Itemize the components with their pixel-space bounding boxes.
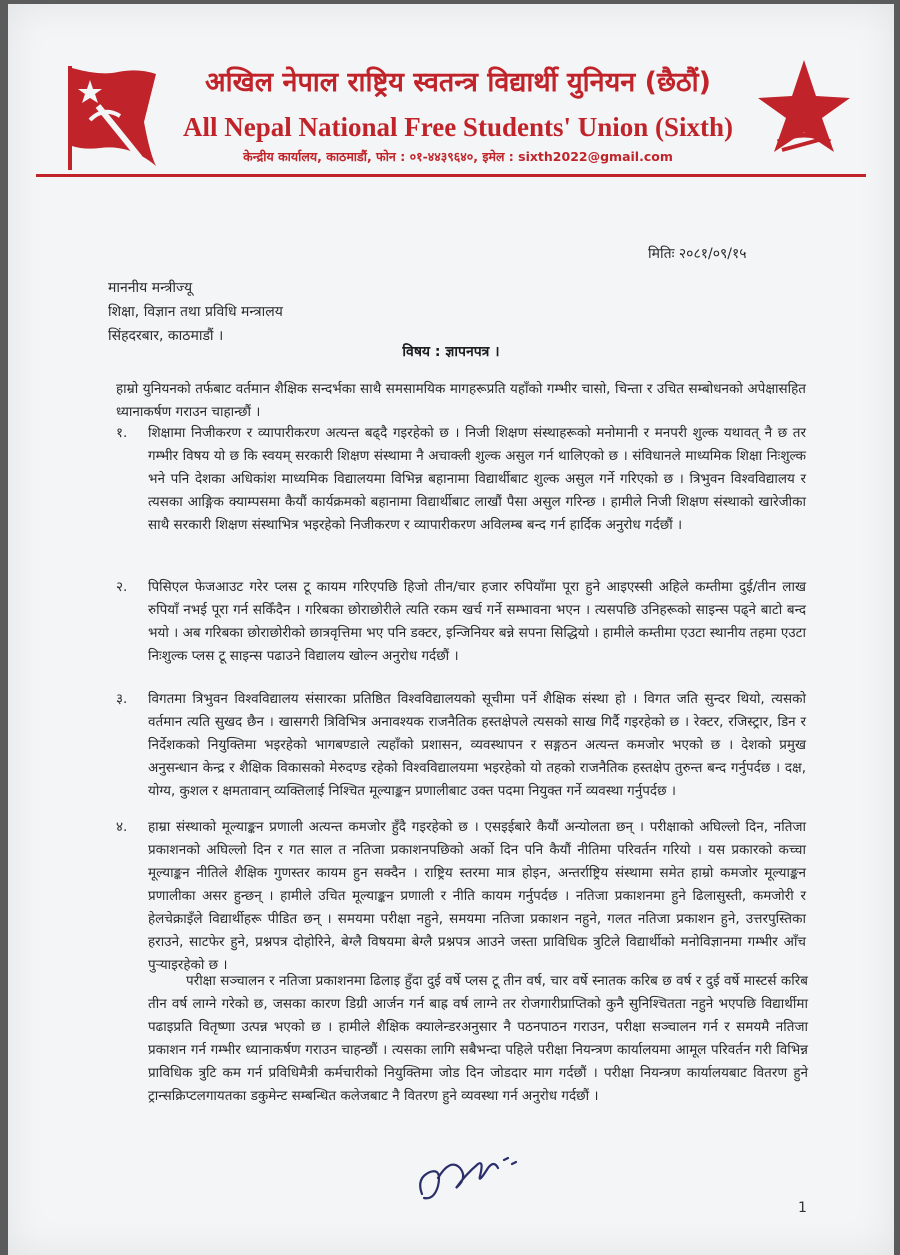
- star-logo-icon: [756, 58, 852, 158]
- closing-paragraph: परीक्षा सञ्चालन र नतिजा प्रकाशनमा ढिलाइ हुँदा दुई वर्षे प्लस टू तीन वर्ष, चार वर्षे स्नातक करिब छ वर्ष र दुई वर्षे मास्टर्स करिब तीन वर्ष लाग्ने गरेको छ, जसका कारण डिग्री आर्जन गर्न बाह्र वर्ष लाग्ने तर रोजगारीप्राप्तिको कुनै सुनिश्चितता नहुने भएपछि विद्यार्थीमा पढाइप्रति वितृष्णा उत्पन्न भएको छ । हामीले शैक्षिक क्यालेन्डरअनुसार नै पठनपाठन गराउन, परीक्षा सञ्चालन गर्न र समयमै नतिजा प्रकाशन गर्न गम्भीर ध्यानाकर्षण गराउन चाहन्छौं । त्यसका लागि सबैभन्दा पहिले परीक्षा नियन्त्रण कार्यालयमा आमूल परिवर्तन गरी विभिन्न प्राविधिक त्रुटि कम गर्न प्रविधिमैत्री कर्मचारीको नियुक्तिमा जोड दिन जोडदार माग गर्दछौं । परीक्षा नियन्त्रण कार्यालयबाट वितरण हुने ट्रान्सक्रिप्टलगायतका डकुमेन्ट सम्बन्धित कलेजबाट नै वितरण हुने व्यवस्था गर्न अनुरोध गर्दछौं ।: [148, 973, 808, 1104]
- point-2: [116, 576, 806, 668]
- point-number: ४.: [116, 819, 128, 835]
- point-text: हाम्रा संस्थाको मूल्याङ्कन प्रणाली अत्यन्त कमजोर हुँदै गइरहेको छ । एसइईबारे कैयौं अन्योलता छन् । परीक्षाको अघिल्लो दिन, नतिजा प्रकाशनको अघिल्लो दिन र गत साल त नतिजा प्रकाशनपछिको अर्को दिन पनि कैयौं नीतिमा परिवर्तन गरियो । यस प्रकारको कच्चा मूल्याङ्कन नीतिले शैक्षिक गुणस्तर कायम हुन सक्दैन । राष्ट्रिय स्तरमा मात्र होइन, अन्तर्राष्ट्रिय संस्थामा समेत हाम्रो कमजोर मूल्याङ्कन प्रणालीका असर हुन्छन् । हामीले उचित मूल्याङ्कन प्रणाली र नीति कायम गर्नुपर्दछ । नतिजा प्रकाशनमा हुने ढिलासुस्ती, कमजोरी र हेलचेक्राइँले विद्यार्थीहरू पीडित छन् । समयमा परीक्षा नहुने, समयमा नतिजा प्रकाशन नहुने, गलत नतिजा प्रकाशन हुने, उत्तरपुस्तिका हराउने, साटफेर हुने, प्रश्नपत्र दोहोरिने, बेग्लै विषयमा बेग्लै प्रश्नपत्र आउने जस्ता प्राविधिक त्रुटिले विद्यार्थीको मनोविज्ञानमा गम्भीर आँच पुऱ्याइरहेको छ ।: [148, 819, 806, 973]
- point-4: [116, 816, 806, 977]
- letterhead: [8, 4, 894, 184]
- point-text: विगतमा त्रिभुवन विश्वविद्यालय संसारका प्रतिष्ठित विश्वविद्यालयको सूचीमा पर्ने शैक्षिक संस्था हो । विगत जति सुन्दर थियो, त्यसको वर्तमान त्यति सुखद छैन । खासगरी त्रिविभित्र अनावश्यक राजनैतिक हस्तक्षेपले त्यसको साख गिर्दै गइरहेको छ । रेक्टर, रजिस्ट्रार, डिन र निर्देशकको नियुक्तिमा भइरहेको भागबण्डाले त्यहाँको प्रशासन, व्यवस्थापन र सङ्गठन अत्यन्त कमजोर भएको छ । देशको प्रमुख अनुसन्धान केन्द्र र शैक्षिक विकासको मेरुदण्ड रहेको विश्वविद्यालयमा भइरहेको यो तहको राजनैतिक हस्तक्षेप तुरुन्त बन्द गर्नुपर्दछ । दक्ष, योग्य, कुशल र क्षमतावान् व्यक्तिलाई निश्चित मूल्याङ्कन प्रणालीबाट उक्त पदमा नियुक्त गर्ने व्यवस्था गर्नुपर्दछ ।: [148, 691, 806, 799]
- letter-subject: विषय : ज्ञापनपत्र ।: [402, 344, 500, 360]
- page-number: 1: [798, 1200, 807, 1216]
- recipient-line-3: सिंहदरबार, काठमाडौं ।: [108, 328, 224, 344]
- intro-paragraph: हाम्रो युनियनको तर्फबाट वर्तमान शैक्षिक सन्दर्भका साथै समसामयिक मागहरूप्रति यहाँको गम्भीर चासो, चिन्ता र उचित सम्बोधनको अपेक्षासहित ध्यानाकर्षण गराउन चाहान्छौं ।: [116, 381, 806, 420]
- recipient-line-1: माननीय मन्त्रीज्यू: [108, 280, 193, 296]
- recipient-line-2: शिक्षा, विज्ञान तथा प्रविधि मन्त्रालय: [108, 304, 283, 320]
- signature-icon: [408, 1138, 548, 1208]
- header-divider: [36, 174, 866, 177]
- point-number: ३.: [116, 691, 128, 707]
- point-3: [116, 688, 806, 803]
- letter-page: [8, 4, 894, 1255]
- point-text: पिसिएल फेजआउट गरेर प्लस टू कायम गरिएपछि हिजो तीन/चार हजार रुपियाँमा पूरा हुने आइएस्सी अहिले कम्तीमा दुई/तीन लाख रुपियाँ नभई पूरा गर्न सकिँदैन । गरिबका छोराछोरीले त्यति रकम खर्च गर्ने सम्भावना भएन । त्यसपछि उनिहरूको साइन्स पढ्ने बाटो बन्द भयो । अब गरिबका छोराछोरीको छात्रवृत्तिमा भए पनि डक्टर, इन्जिनियर बन्ने सपना सिद्धियो । हामीले कम्तीमा एउटा स्थानीय तहमा एउटा निःशुल्क प्लस टू साइन्स पढाउने विद्यालय खोल्न अनुरोध गर्दछौं ।: [148, 579, 806, 664]
- point-number: २.: [116, 579, 128, 595]
- recipient-address: [108, 276, 283, 348]
- point-1: [116, 422, 806, 537]
- point-text: शिक्षामा निजीकरण र व्यापारीकरण अत्यन्त बढ्दै गइरहेको छ । निजी शिक्षण संस्थाहरूको मनोमानी र मनपरी शुल्क यथावत् नै छ तर गम्भीर विषय यो छ कि स्वयम् सरकारी शिक्षण संस्थामा नै अचाक्ली शुल्क असुल गर्न थालिएको छ । संविधानले माध्यमिक शिक्षा निःशुल्क भने पनि देशका अधिकांश माध्यमिक विद्यालयमा विभिन्न बहानामा विद्यार्थीबाट शुल्क असुल गर्ने गरिएको छ । त्रिभुवन विश्वविद्यालय र त्यसका आङ्गिक क्याम्पसमा कैयौं कार्यक्रमको बहानामा विद्यार्थीबाट लाखौं पैसा असुल गरिन्छ । हामीले निजी शिक्षण संस्थाको खारेजीका साथै सरकारी शिक्षण संस्थाभित्र भइरहेको निजीकरण र व्यापारीकरण अविलम्ब बन्द गर्न हार्दिक अनुरोध गर्दछौं ।: [148, 425, 806, 533]
- contact-line: केन्द्रीय कार्यालय, काठमाडौं, फोन : ०१-४४३९६४०, इमेल : sixth2022@gmail.com: [243, 149, 673, 164]
- flag-logo-icon: [60, 62, 160, 172]
- point-number: १.: [116, 425, 128, 441]
- org-name-english: All Nepal National Free Students' Union (Sixth): [182, 112, 734, 142]
- org-name-nepali: अखिल नेपाल राष्ट्रिय स्वतन्त्र विद्यार्थी युनियन (छैठौं): [205, 67, 711, 98]
- letter-date: मितिः २०८१/०९/१५: [648, 246, 747, 262]
